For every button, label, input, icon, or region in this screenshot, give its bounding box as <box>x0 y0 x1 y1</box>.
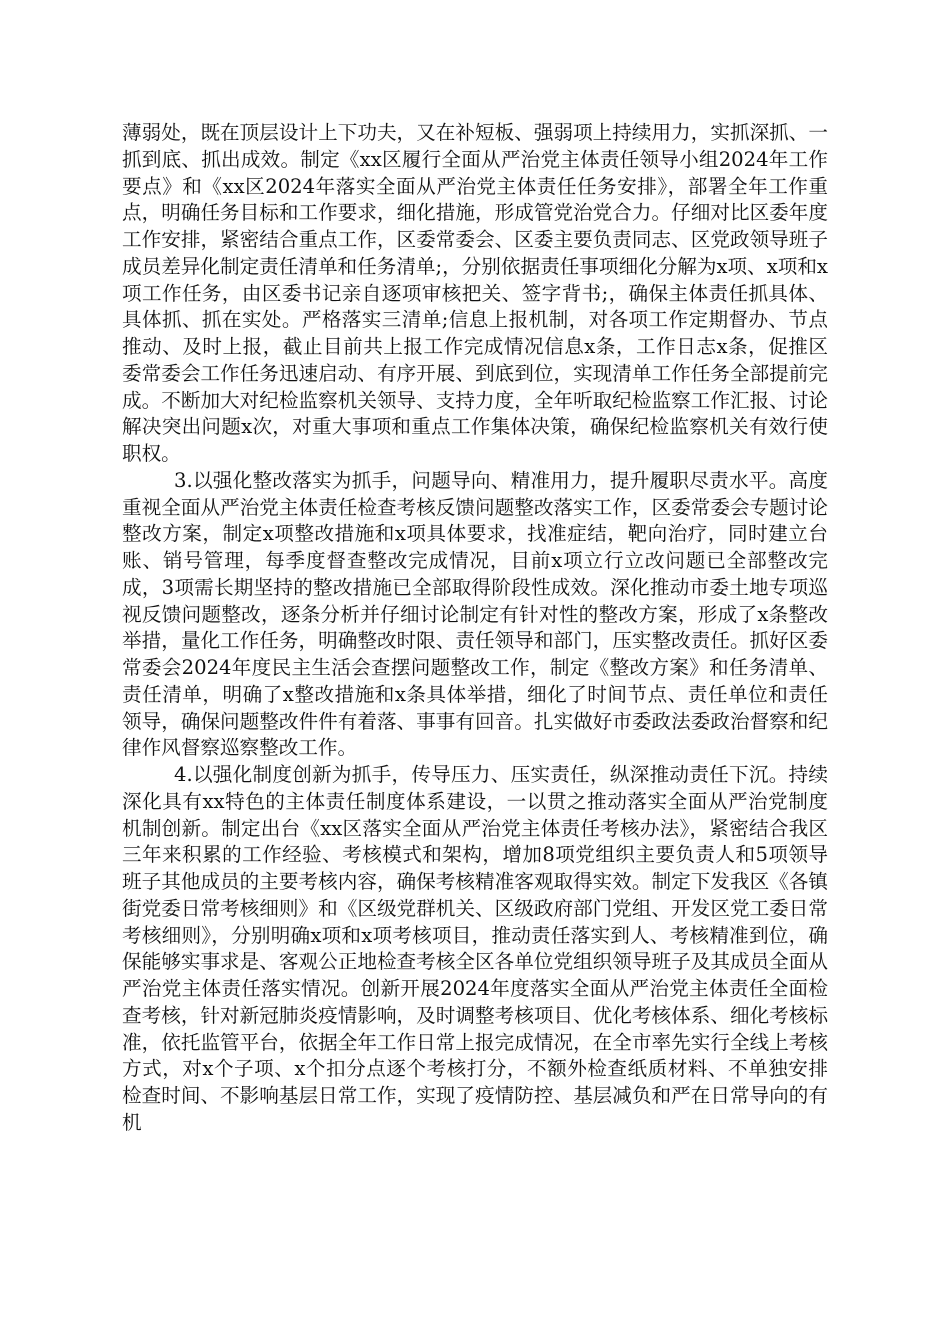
paragraph-1: 薄弱处，既在顶层设计上下功夫，又在补短板、强弱项上持续用力，实抓深抓、一抓到底、抓出成效。制定《xx区履行全面从严治党主体责任领导小组2024年工作要点》和《xx区2024年落实全面从严治党主体责任任务安排》，部署全年工作重点，明确任务目标和工作要求，细化措施，形成管党治党合力。仔细对比区委年度工作安排，紧密结合重点工作，区委常委会、区委主要负责同志、区党政领导班子成员差异化制定责任清单和任务清单;，分别依据责任事项细化分解为x项、x项和x项工作任务，由区委书记亲自逐项审核把关、签字背书;，确保主体责任抓具体、具体抓、抓在实处。严格落实三清单;信息上报机制，对各项工作定期督办、节点推动、及时上报，截止目前共上报工作完成情况信息x条，工作日志x条，促推区委常委会工作任务迅速启动、有序开展、到底到位，实现清单工作任务全部提前完成。不断加大对纪检监察机关领导、支持力度，全年听取纪检监察工作汇报、讨论解决突出问题x次，对重大事项和重点工作集体决策，确保纪检监察机关有效行使职权。 <box>122 121 828 465</box>
document-body <box>122 120 828 1137</box>
paragraph-3: 4.以强化制度创新为抓手，传导压力、压实责任，纵深推动责任下沉。持续深化具有xx特色的主体责任制度体系建设，一以贯之推动落实全面从严治党制度机制创新。制定出台《xx区落实全面从严治党主体责任考核办法》，紧密结合我区三年来积累的工作经验、考核模式和架构，增加8项党组织主要负责人和5项领导班子其他成员的主要考核内容，确保考核精准客观取得实效。制定下发我区《各镇街党委日常考核细则》和《区级党群机关、区级政府部门党组、开发区党工委日常考核细则》，分别明确x项和x项考核项目，推动责任落实到人、考核精准到位，确保能够实事求是、客观公正地检查考核全区各单位党组织领导班子及其成员全面从严治党主体责任落实情况。创新开展2024年度落实全面从严治党主体责任全面检查考核，针对新冠肺炎疫情影响，及时调整考核项目、优化考核体系、细化考核标准，依托监管平台，依据全年工作日常上报完成情况，在全市率先实行全线上考核方式，对x个子项、x个扣分点逐个考核打分，不额外检查纸质材料、不单独安排检查时间、不影响基层日常工作，实现了疫情防控、基层减负和严在日常导向的有机 <box>122 763 828 1134</box>
paragraph-2: 3.以强化整改落实为抓手，问题导向、精准用力，提升履职尽责水平。高度重视全面从严治党主体责任检查考核反馈问题整改落实工作，区委常委会专题讨论整改方案，制定x项整改措施和x项具体要求，找准症结，靶向治疗，同时建立台账、销号管理，每季度督查整改完成情况，目前x项立行立改问题已全部整改完成，3项需长期坚持的整改措施已全部取得阶段性成效。深化推动市委土地专项巡视反馈问题整改，逐条分析并仔细讨论制定有针对性的整改方案，形成了x条整改举措，量化工作任务，明确整改时限、责任领导和部门，压实整改责任。抓好区委常委会2024年度民主生活会查摆问题整改工作，制定《整改方案》和任务清单、责任清单，明确了x整改措施和x条具体举措，细化了时间节点、责任单位和责任领导，确保问题整改件件有着落、事事有回音。扎实做好市委政法委政治督察和纪律作风督察巡察整改工作。 <box>122 468 828 760</box>
